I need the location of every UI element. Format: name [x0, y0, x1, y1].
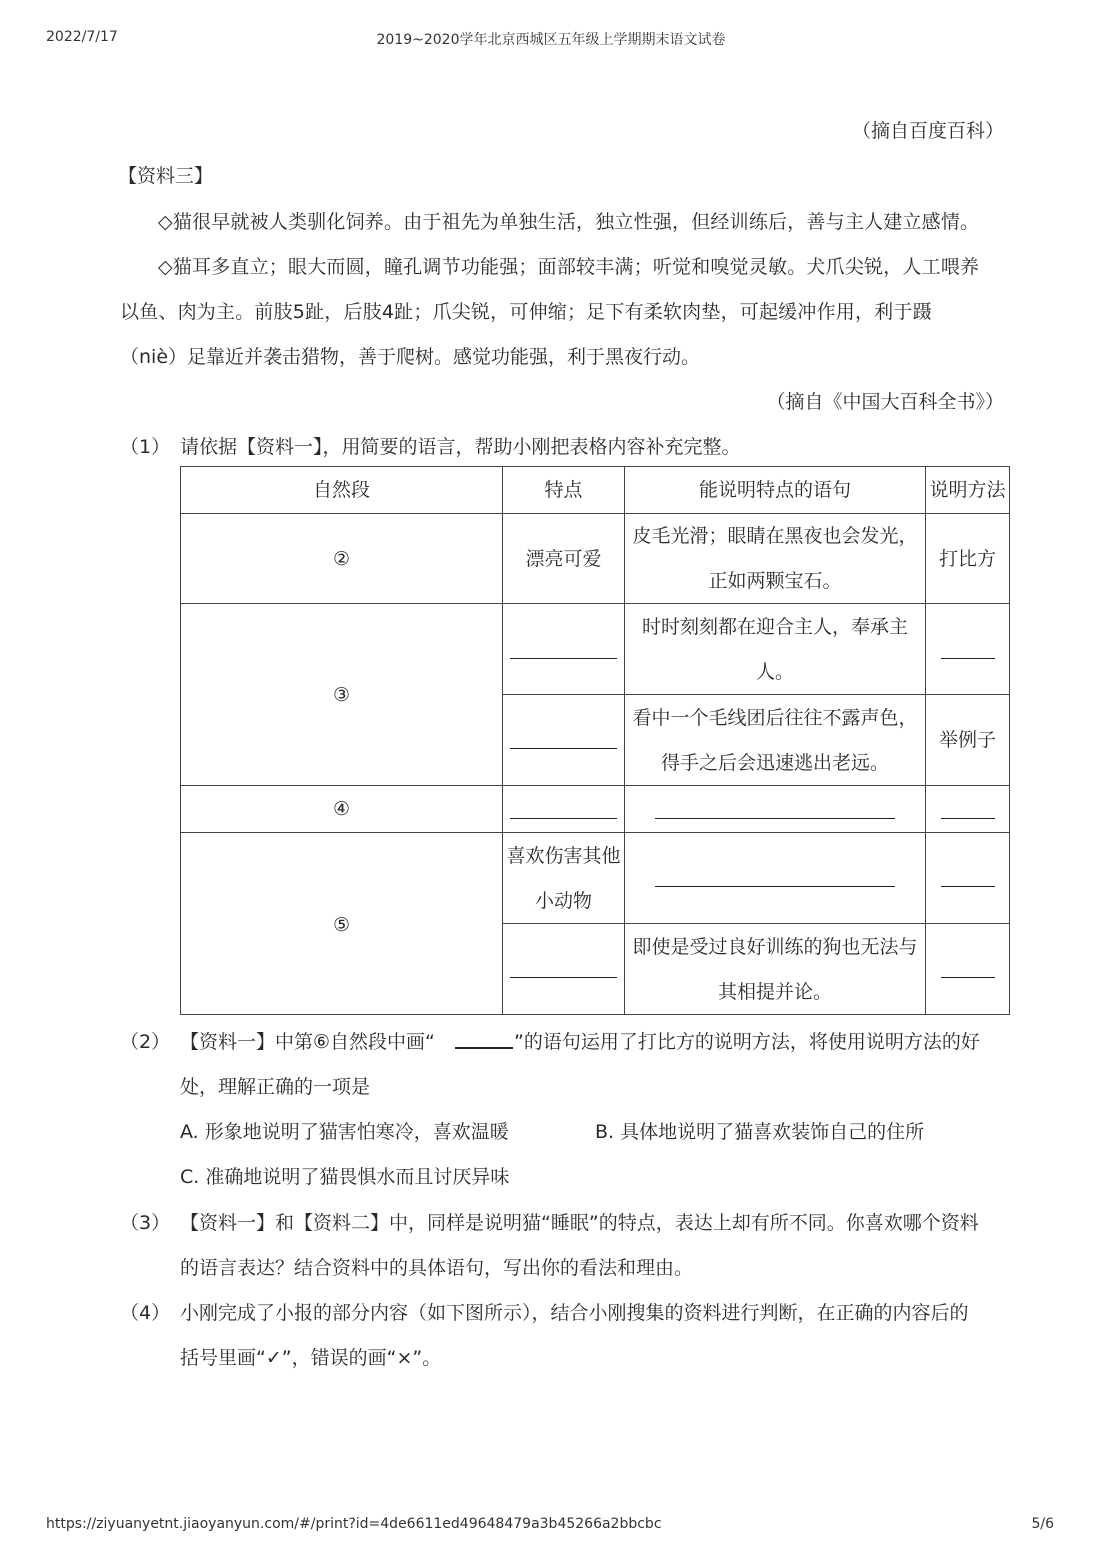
row-feature-line2: 小动物 — [534, 890, 592, 912]
source-encyclopedia: （摘自《中国大百科全书》） — [766, 391, 1004, 413]
table-cell — [925, 923, 1010, 1015]
table-cell — [502, 785, 625, 833]
table-cell — [502, 603, 625, 695]
question4-number: （4） — [120, 1302, 171, 1324]
row-sentence-line2: 正如两颗宝石。 — [708, 570, 842, 592]
answer-blank[interactable] — [941, 818, 995, 819]
question3-number: （3） — [120, 1212, 171, 1234]
row-sentence-line1: 时时刻刻都在迎合主人，奉承主 — [641, 616, 908, 638]
table-cell — [624, 832, 926, 924]
row-method-example: 举例子 — [938, 729, 996, 751]
header-feature: 特点 — [544, 479, 583, 501]
answer-table — [180, 466, 1010, 1015]
row-sentence-line2: 得手之后会迅速逃出老远。 — [660, 752, 889, 774]
row-method-metaphor: 打比方 — [938, 548, 996, 570]
print-date: 2022/7/17 — [46, 29, 118, 45]
table-cell — [925, 603, 1010, 695]
question3-line2: 的语言表达？结合资料中的具体语句，写出你的看法和理由。 — [180, 1257, 694, 1279]
row-paragraph-3: ③ — [332, 684, 351, 706]
material3-paragraph1: ◇猫很早就被人类驯化饲养。由于祖先为单独生活，独立性强，但经训练后，善与主人建立感情。 — [158, 211, 980, 233]
question2-line1-part2: ”的语句运用了打比方的说明方法，将使用说明方法的好 — [514, 1031, 980, 1053]
row-feature-cute: 漂亮可爱 — [525, 548, 602, 570]
document-title: 2019~2020学年北京西城区五年级上学期期末语文试卷 — [376, 32, 726, 48]
header-paragraph: 自然段 — [312, 479, 370, 501]
footer-url[interactable]: https://ziyuanyetnt.jiaoyanyun.com/#/print?id=4de6611ed49648479a3b45266a2bbcbc — [46, 1516, 662, 1532]
option-b[interactable]: B. 具体地说明了猫喜欢装饰自己的住所 — [595, 1121, 925, 1143]
answer-blank[interactable] — [655, 818, 895, 819]
answer-blank[interactable] — [510, 658, 617, 659]
answer-blank[interactable] — [510, 748, 617, 749]
header-method: 说明方法 — [929, 479, 1006, 501]
question1-text: 请依据【资料一】，用简要的语言，帮助小刚把表格内容补充完整。 — [180, 436, 741, 458]
source-baidu: （摘自百度百科） — [851, 120, 1004, 142]
question1-number: （1） — [120, 436, 171, 458]
answer-blank[interactable] — [941, 658, 995, 659]
row-sentence-line1: 看中一个毛线团后往往不露声色， — [632, 707, 918, 729]
row-paragraph-2: ② — [332, 548, 351, 570]
answer-blank[interactable] — [510, 818, 617, 819]
table-cell — [502, 694, 625, 786]
question2-line2: 处，理解正确的一项是 — [180, 1076, 371, 1098]
table-cell — [502, 923, 625, 1015]
row-sentence-line1: 皮毛光滑；眼睛在黑夜也会发光， — [632, 525, 918, 547]
answer-blank[interactable] — [941, 977, 995, 978]
option-a[interactable]: A. 形象地说明了猫害怕寒冷，喜欢温暖 — [180, 1121, 509, 1143]
row-sentence-line2: 其相提并论。 — [717, 981, 832, 1003]
material3-paragraph2-line3: （niè）足靠近并袭击猎物，善于爬树。感觉功能强，利于黑夜行动。 — [120, 346, 701, 368]
answer-blank[interactable] — [655, 886, 895, 887]
question4-line2: 括号里画“✓”，错误的画“×”。 — [180, 1347, 442, 1369]
row-feature-line1: 喜欢伤害其他 — [506, 845, 621, 867]
question2-number: （2） — [120, 1031, 171, 1053]
material3-paragraph2-line2: 以鱼、肉为主。前肢5趾，后肢4趾；爪尖锐，可伸缩；足下有柔软肉垫，可起缓冲作用，利于蹑 — [120, 301, 932, 323]
answer-blank[interactable] — [510, 977, 617, 978]
table-cell — [624, 785, 926, 833]
answer-blank[interactable] — [941, 886, 995, 887]
question2-line1-part1: 【资料一】中第⑥自然段中画“ — [180, 1031, 435, 1053]
row-sentence-line2: 人。 — [755, 661, 794, 683]
row-sentence-line1: 即使是受过良好训练的狗也无法与 — [632, 936, 918, 958]
header-sentence: 能说明特点的语句 — [698, 479, 851, 501]
option-c[interactable]: C. 准确地说明了猫畏惧水而且讨厌异味 — [180, 1166, 510, 1188]
material3-paragraph2-line1: ◇猫耳多直立；眼大而圆，瞳孔调节功能强；面部较丰满；听觉和嗅觉灵敏。犬爪尖锐，人工喂养 — [158, 256, 980, 278]
question3-line1: 【资料一】和【资料二】中，同样是说明猫“睡眠”的特点，表达上却有所不同。你喜欢哪个资料 — [180, 1212, 979, 1234]
page-number: 5/6 — [1031, 1516, 1054, 1532]
row-paragraph-5: ⑤ — [332, 914, 351, 936]
underline-marker — [455, 1047, 513, 1049]
row-paragraph-4: ④ — [332, 798, 351, 820]
table-cell — [925, 832, 1010, 924]
material3-heading: 【资料三】 — [118, 165, 214, 187]
table-cell — [925, 785, 1010, 833]
question4-line1: 小刚完成了小报的部分内容（如下图所示），结合小刚搜集的资料进行判断，在正确的内容后的 — [180, 1302, 969, 1324]
